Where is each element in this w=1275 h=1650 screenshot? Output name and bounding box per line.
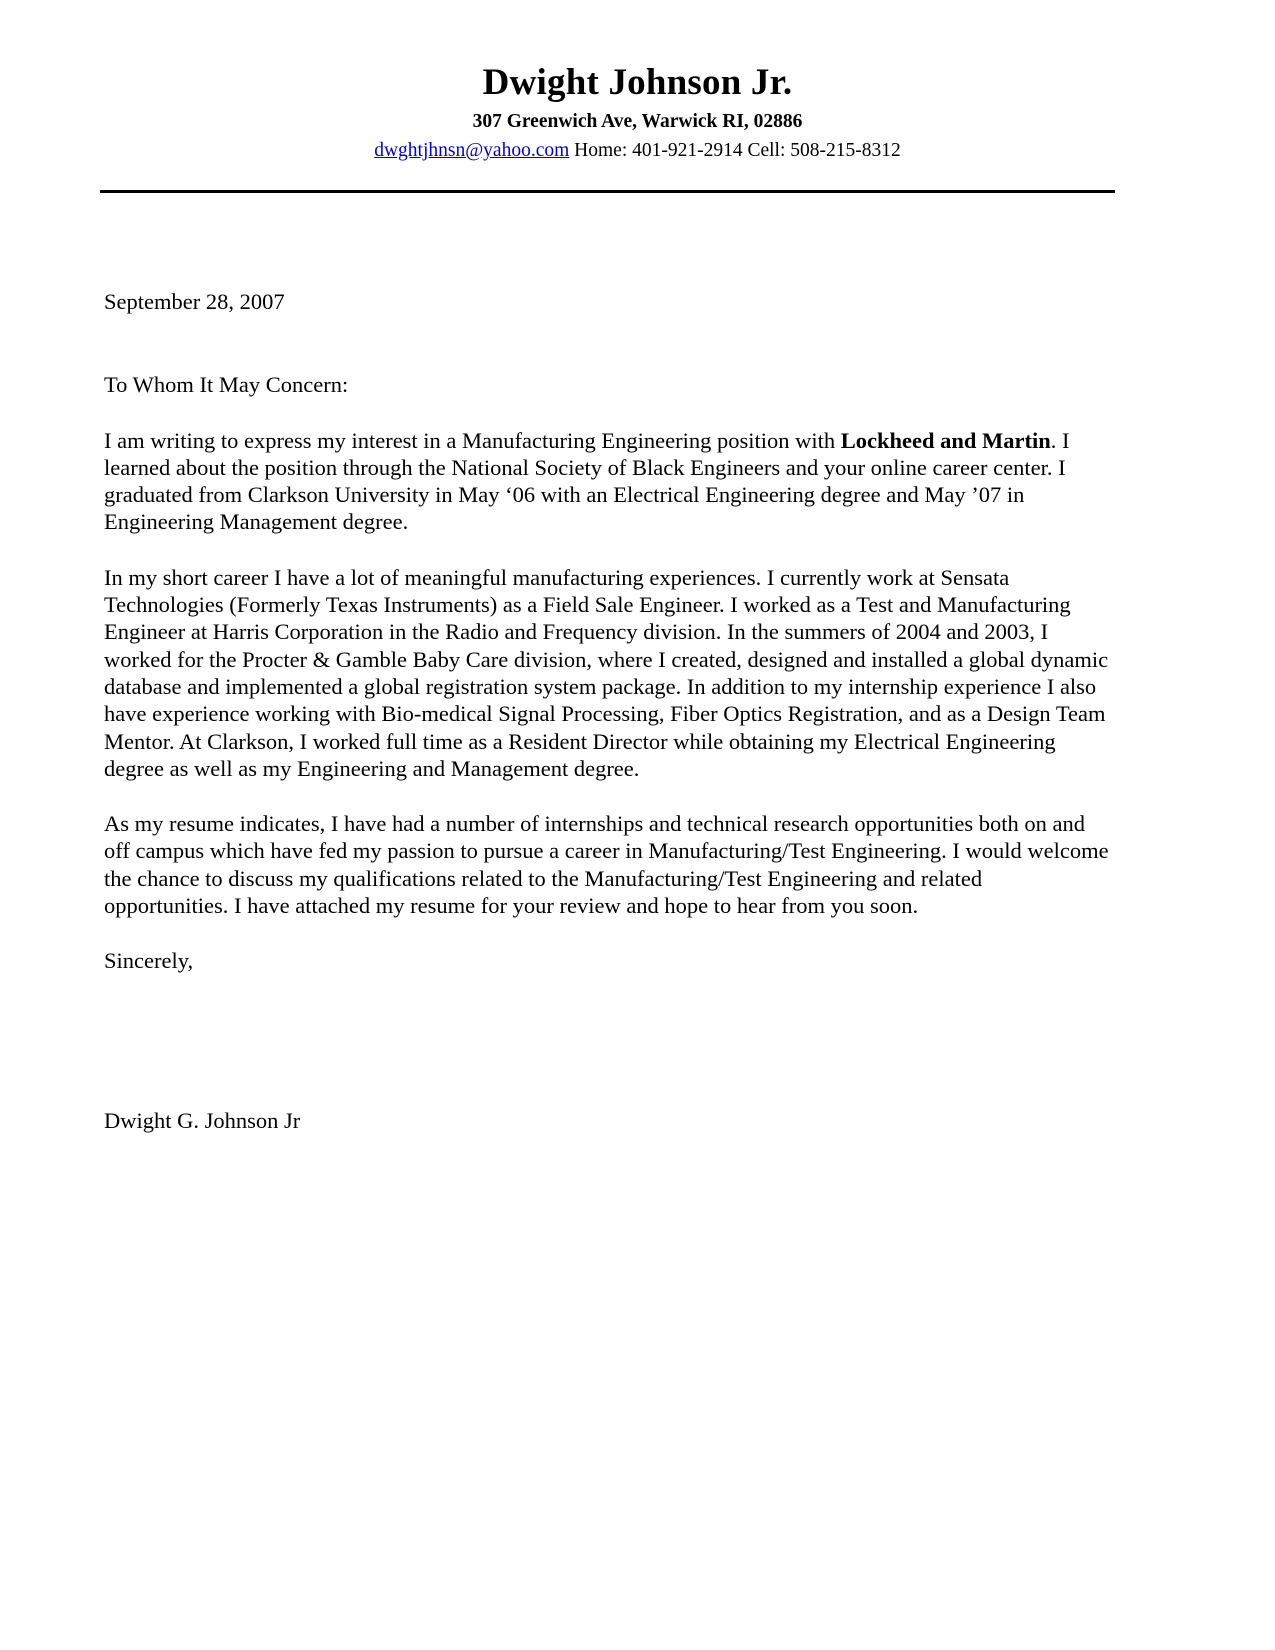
letterhead: [0, 0, 1275, 164]
applicant-address: 307 Greenwich Ave, Warwick RI, 02886: [472, 111, 803, 133]
spacer-after-paragraph-2: [104, 782, 1110, 810]
paragraph-intro-text-before-bold: I am writing to express my interest in a Manufacturing Engineering position with: [104, 427, 841, 453]
spacer-after-paragraph-1: [104, 536, 1110, 564]
spacer-after-date: [104, 315, 1110, 371]
signature-name: Dwight G. Johnson Jr: [104, 1107, 301, 1133]
header-divider: [100, 190, 1115, 193]
letter-salutation: To Whom It May Concern:: [104, 372, 349, 398]
spacer-after-salutation: [104, 399, 1110, 427]
signature-space: [104, 975, 1110, 1107]
applicant-contact: [0, 138, 1275, 164]
phone-numbers: Home: 401-921-2914 Cell: 508-215-8312: [569, 139, 901, 161]
letter-closing: Sincerely,: [104, 948, 194, 974]
email-link[interactable]: dwghtjhnsn@yahoo.com: [374, 139, 570, 161]
paragraph-closing-pitch: As my resume indicates, I have had a number of internships and technical research opportunities both on and off campus which have fed my passion to pursue a career in Manufacturing/Test Engineering. I would welcome the chance to discuss my qualifications related to the Manufacturing/Test Engineering and related opportunities. I have attached my resume for your review and hope to hear from you soon.: [104, 811, 1109, 919]
company-name-bold: Lockheed and Martin: [840, 427, 1051, 453]
paragraph-intro: [104, 427, 1110, 536]
spacer-before-closing: [104, 919, 1110, 947]
letter-body: [104, 288, 1110, 1134]
paragraph-intro-text-after-bold: . I learned about the position through the National Society of Black Engineers and your online career center. I graduated from Clarkson University in May ‘06 with an Electrical Engineering degree and May ’07 in Engineering Management degree.: [104, 427, 1070, 535]
letter-date: September 28, 2007: [104, 289, 285, 314]
header-rule-container: [0, 190, 1275, 193]
applicant-name: Dwight Johnson Jr.: [482, 62, 793, 103]
paragraph-experience: In my short career I have a lot of meaningful manufacturing experiences. I currently work at Sensata Technologies (Formerly Texas Instruments) as a Field Sale Engineer. I worked as a Test and Manufacturing Engineer at Harris Corporation in the Radio and Frequency division. In the summers of 2004 and 2003, I worked for the Procter & Gamble Baby Care division, where I created, designed and installed a global dynamic database and implemented a global registration system package. In addition to my internship experience I also have experience working with Bio-medical Signal Processing, Fiber Optics Registration, and as a Design Team Mentor. At Clarkson, I worked full time as a Resident Director while obtaining my Electrical Engineering degree as well as my Engineering and Management degree.: [104, 564, 1109, 781]
